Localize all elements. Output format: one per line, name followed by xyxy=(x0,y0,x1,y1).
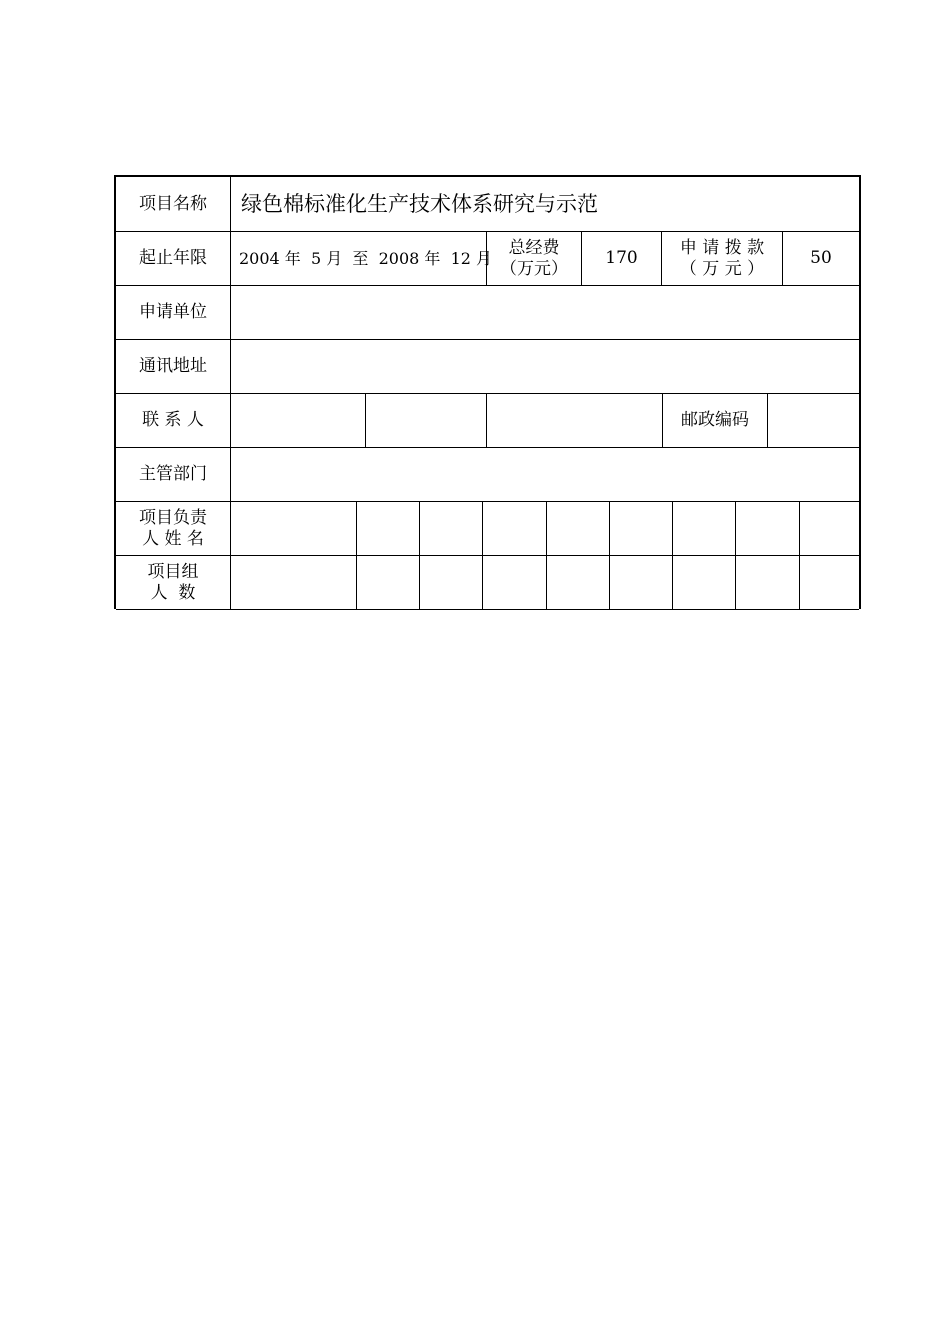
leader-cell[interactable] xyxy=(672,502,735,555)
row-project-name xyxy=(116,177,859,232)
authority-value[interactable] xyxy=(230,448,859,501)
leader-label xyxy=(116,502,230,555)
team-cell[interactable] xyxy=(356,556,419,609)
contact-label xyxy=(116,394,230,447)
project-application-form xyxy=(114,175,861,609)
applicant-unit-value[interactable] xyxy=(230,286,859,339)
leader-label-line2: 人 姓 名 xyxy=(142,528,204,549)
team-cell[interactable] xyxy=(482,556,546,609)
total-cost-label-line1: 总经费 xyxy=(508,237,560,258)
row-period xyxy=(116,232,859,286)
team-cell[interactable] xyxy=(735,556,799,609)
grant-label xyxy=(661,232,782,285)
contact-value-1[interactable] xyxy=(230,394,365,447)
leader-cell[interactable] xyxy=(546,502,609,555)
team-cell[interactable] xyxy=(672,556,735,609)
team-label-line1: 项目组 xyxy=(147,561,199,582)
postal-code-value[interactable] xyxy=(767,394,859,447)
leader-cell[interactable] xyxy=(230,502,356,555)
contact-value-2[interactable] xyxy=(365,394,486,447)
team-cell[interactable] xyxy=(230,556,356,609)
contact-label-text: 联 系 人 xyxy=(142,410,204,430)
postal-code-label: 邮政编码 xyxy=(662,394,767,447)
authority-label: 主管部门 xyxy=(139,464,207,484)
row-leader xyxy=(116,502,859,556)
leader-cell[interactable] xyxy=(356,502,419,555)
contact-value-3[interactable] xyxy=(486,394,662,447)
address-label: 通讯地址 xyxy=(139,356,207,376)
team-cell[interactable] xyxy=(609,556,672,609)
leader-cell[interactable] xyxy=(419,502,482,555)
project-name-label: 项目名称 xyxy=(139,193,207,214)
period-text: 2004 年 5 月 至 2008 年 12 月 xyxy=(239,249,493,268)
grant-value[interactable]: 50 xyxy=(782,232,859,285)
team-label-line2: 人 数 xyxy=(150,582,196,603)
leader-cell[interactable] xyxy=(799,502,859,555)
row-authority xyxy=(116,448,859,502)
grant-label-line2: （ 万 元 ） xyxy=(679,258,765,279)
leader-cell[interactable] xyxy=(482,502,546,555)
applicant-unit-label: 申请单位 xyxy=(139,302,207,322)
team-cell[interactable] xyxy=(546,556,609,609)
team-cell[interactable] xyxy=(419,556,482,609)
row-contact xyxy=(116,394,859,448)
row-address xyxy=(116,340,859,394)
team-label xyxy=(116,556,230,609)
project-name-value[interactable] xyxy=(230,177,859,231)
address-value[interactable] xyxy=(230,340,859,393)
period-label: 起止年限 xyxy=(139,248,207,268)
total-cost-value[interactable]: 170 xyxy=(581,232,661,285)
team-cell[interactable] xyxy=(799,556,859,609)
leader-cell[interactable] xyxy=(735,502,799,555)
total-cost-label xyxy=(486,232,581,285)
leader-cell[interactable] xyxy=(609,502,672,555)
grant-label-line1: 申 请 拨 款 xyxy=(679,237,765,258)
period-value[interactable] xyxy=(230,232,493,285)
row-applicant-unit xyxy=(116,286,859,340)
row-team-size xyxy=(116,556,859,610)
total-cost-label-line2: （万元） xyxy=(500,258,568,279)
project-name-text: 绿色棉标准化生产技术体系研究与示范 xyxy=(241,191,598,216)
leader-label-line1: 项目负责 xyxy=(139,507,207,528)
